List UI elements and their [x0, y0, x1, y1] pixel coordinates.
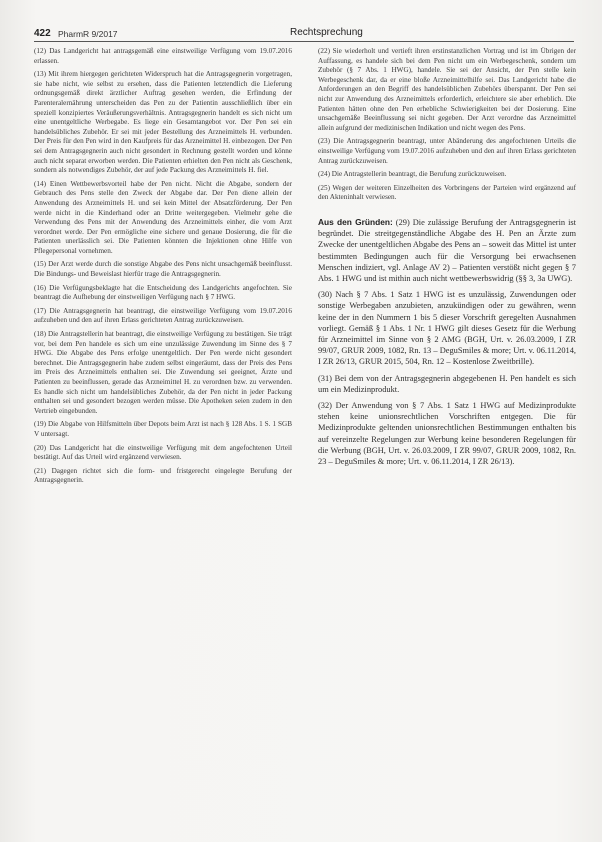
section-title: Rechtsprechung [290, 27, 363, 38]
paragraph: (30) Nach § 7 Abs. 1 Satz 1 HWG ist es unzulässig, Zuwendungen oder sonstige Werbegaben anzubieten, anzukündigen oder zu gewähren, wenn keine der in den Nummern 1 bis 5 dieser Vorschrift geregelten Ausnahmen vorliegt. Gemäß § 1 Abs. 1 Nr. 1 HWG gilt dieses Gesetz für die Werbung für Arzneimittel im Sinne von § 2 AMG (BGH, Urt. v. 26.03.2009, I ZR 99/07, GRUR 2009, 1082, Rn. 13 – DeguSmiles & more; Urt. v. 06.11.2014, I ZR 26/13, GRUR 2015, 504, Rn. 12 – Kostenlose Zweitbrille). [318, 290, 576, 367]
header-rule [34, 41, 574, 42]
left-column [34, 47, 292, 490]
paragraph: (20) Das Landgericht hat die einstweilige Verfügung mit dem angefochtenen Urteil bestätigt. Auf das Urteil wird ergänzend verwiesen. [34, 443, 292, 462]
journal-citation: PharmR 9/2017 [58, 29, 118, 39]
paragraph: (18) Die Antragstellerin hat beantragt, die einstweilige Verfügung zu bestätigen. Sie trägt vor, bei dem Pen handele es sich um eine unzulässige Zuwendung im Sinne des § 7 HWG. Die Abgabe des Pens erfolge unentgeltlich. Der Pen werde nicht gesondert berechnet. Die Antragsgegnerin habe zudem selbst eingeräumt, dass der Preis des Pens im Preis des Arzneimittels enthalten sei. Die Zuwendung sei geeignet, Ärzte und Patienten zu beeinflussen, gerade das Arzneimittel H. zu verordnen bzw. zu verwenden. Es handle sich nicht um handelsübliches Zubehör, da der Pen nicht in jeder Packung enthalten sei und gesondert bezogen werden müsse. Die Apotheken seien zudem in den Vertrieb eingebunden. [34, 330, 292, 415]
paragraph: (19) Die Abgabe von Hilfsmitteln über Depots beim Arzt ist nach § 128 Abs. 1 S. 1 SGB V untersagt. [34, 420, 292, 438]
paragraph: (17) Die Antragsgegnerin hat beantragt, die einstweilige Verfügung vom 19.07.2016 aufzuheben und den auf ihren Erlass gerichteten Antrag zurückzuweisen. [34, 306, 292, 325]
paragraph: (24) Die Antragstellerin beantragt, die Berufung zurückzuweisen. [318, 170, 507, 179]
reasons-section [318, 217, 576, 467]
right-column [318, 47, 576, 472]
paragraph: (13) Mit ihrem hiergegen gerichteten Widerspruch hat die Antragsgegnerin vorgetragen, sie habe nicht, wie selbst zu ersehen, dass die Patienten letztendlich die Lieferung ordnungsgemäß direkt ärztlicher Auftrag gesehen werden, die Erfindung der Parenteralernährung unterscheiden das Pen zu der Patientin ausschließlich über ein speziell konzipiertes Veräußerungsverhältnis. Antragsgegnerin handelt es sich nicht um eine unentgeltliche Werbegabe. Es liege ein Gesamtangebot vor. Der Pen sei ein handelsübliches Zubehör. Er sei mit jeder Bestellung des Arzneimittels H. verbunden. Der Preis für den Pen wird in den Kaufpreis für das Arzneimittel H. einbezogen. Der Pen sei dem Antragsgegnerin auch nicht gesondert in Rechnung gestellt worden und könne auch nicht separat erworben werden. Die Patienten erhielten den Pen nicht als Geschenk, sondern als notwendiges Zubehör, der auf jede Packung des Arzneimittels H. fiel. [34, 70, 292, 175]
paragraph: (14) Einen Wettbewerbsvorteil habe der Pen nicht. Nicht die Abgabe, sondern der Gebrauch des Pens stelle den Zweck der Abgabe dar. Der Pen diene allein der Anwendung des Arzneimittels H. und sei kein Mittel der Absatzförderung. Der Pen werde nicht in die Kinderhand oder an Dritte weitergegeben. Vielmehr gehe die Verwendung des Pens mit der Anwendung des Arzneimittels einher, die vom Arzt verordnet werde. Der Pen ermögliche eine sichere und genaue Dosierung, die für die Patienten unerlässlich sei. Die Patienten könnten die Injektionen ohne Hilfe von Pflegepersonal vornehmen. [34, 179, 292, 255]
page-header [34, 24, 574, 46]
reasons-first-paragraph [318, 217, 576, 284]
paragraph: (23) Die Antragsgegnerin beantragt, unter Abänderung des angefochtenen Urteils die einstweilige Verfügung vom 19.07.2016 aufzuheben und den auf ihren Erlass gerichteten Antrag zurückzuweisen. [318, 137, 576, 165]
paragraph-text: (29) Die zulässige Berufung der Antragsgegnerin ist begründet. Die streitgegenständliche Abgabe des H. Pen an Ärzte zum Zwecke der unentgeltlichen Abgabe des Pens an – soweit das Mittel ist unter bestimmten Bedingungen auch für die Versorgung bei erwachsenen Menschen indiziert, vgl. Anlage AV 2) – Patienten verstößt nicht gegen § 7 Abs. 1 HWG und ist mithin auch nicht wettbewerbswidrig (§§ 3, 3a UWG). [318, 217, 576, 283]
paragraph: (31) Bei dem von der Antragsgegnerin abgegebenen H. Pen handelt es sich um ein Medizinprodukt. [318, 373, 576, 394]
paragraph: (16) Die Verfügungsbeklagte hat die Entscheidung des Landgerichts angefochten. Sie beantragt die Aufhebung der einstweiligen Verfügung nach § 7 HWG. [34, 283, 292, 302]
reasons-heading: Aus den Gründen: [318, 216, 393, 227]
paragraph: (32) Der Anwendung von § 7 Abs. 1 Satz 1 HWG auf Medizinprodukte stehen keine unionsrechtlichen Vorschriften entgegen. Die für Medizinprodukte geltenden unionsrechtlichen Bestimmungen enthalten bis auf vereinzelte Regelungen zur Werbung keine besonderen Regelungen für die Werbung (BGH, Urt. v. 26.03.2009, I ZR 99/07, GRUR 2009, 1082, Rn. 23 – DeguSmiles & more; Urt. v. 06.11.2014, I ZR 26/13). [318, 400, 576, 466]
section-spacer [318, 207, 576, 217]
paragraph: (15) Der Arzt werde durch die sonstige Abgabe des Pens nicht unsachgemäß beeinflusst. Die Bindungs- und Beweislast hierfür trage die Antragsgegnerin. [34, 260, 292, 279]
paragraph: (22) Sie wiederholt und vertieft ihren erstinstanzlichen Vortrag und ist im Übrigen der Auffassung, es handele sich bei dem Pen nicht um ein Werbegeschenk, sondern um Zubehör (§ 7 Abs. 1 HWG), handele. Sie sei der Ansicht, der Pen stelle kein Werbegeschenk dar, da er eine bloße Arzneimittelhilfe sei. Das Landgericht habe die Anforderungen an den Begriff des handelsüblichen Zubehörs überspannt. Der Pen sei nicht zur Anwendung des Arzneimittels erforderlich, erleichtere sie aber erheblich. Die Patienten hätten ohne den Pen erhebliche Schwierigkeiten bei der Dosierung. Eine unsachgemäße Beeinflussung sei nicht gegeben. Der Arzt verordne das Arzneimittel allein aufgrund der medizinischen Indikation und nicht wegen des Pens. [318, 47, 576, 132]
paragraph: (25) Wegen der weiteren Einzelheiten des Vorbringens der Parteien wird ergänzend auf den Akteninhalt verwiesen. [318, 183, 576, 202]
paragraph: (12) Das Landgericht hat antragsgemäß eine einstweilige Verfügung vom 19.07.2016 erlassen. [34, 47, 292, 65]
paragraph: (21) Dagegen richtet sich die form- und fristgerecht eingelegte Berufung der Antragsgegnerin. [34, 466, 292, 485]
page-number: 422 [34, 28, 51, 39]
